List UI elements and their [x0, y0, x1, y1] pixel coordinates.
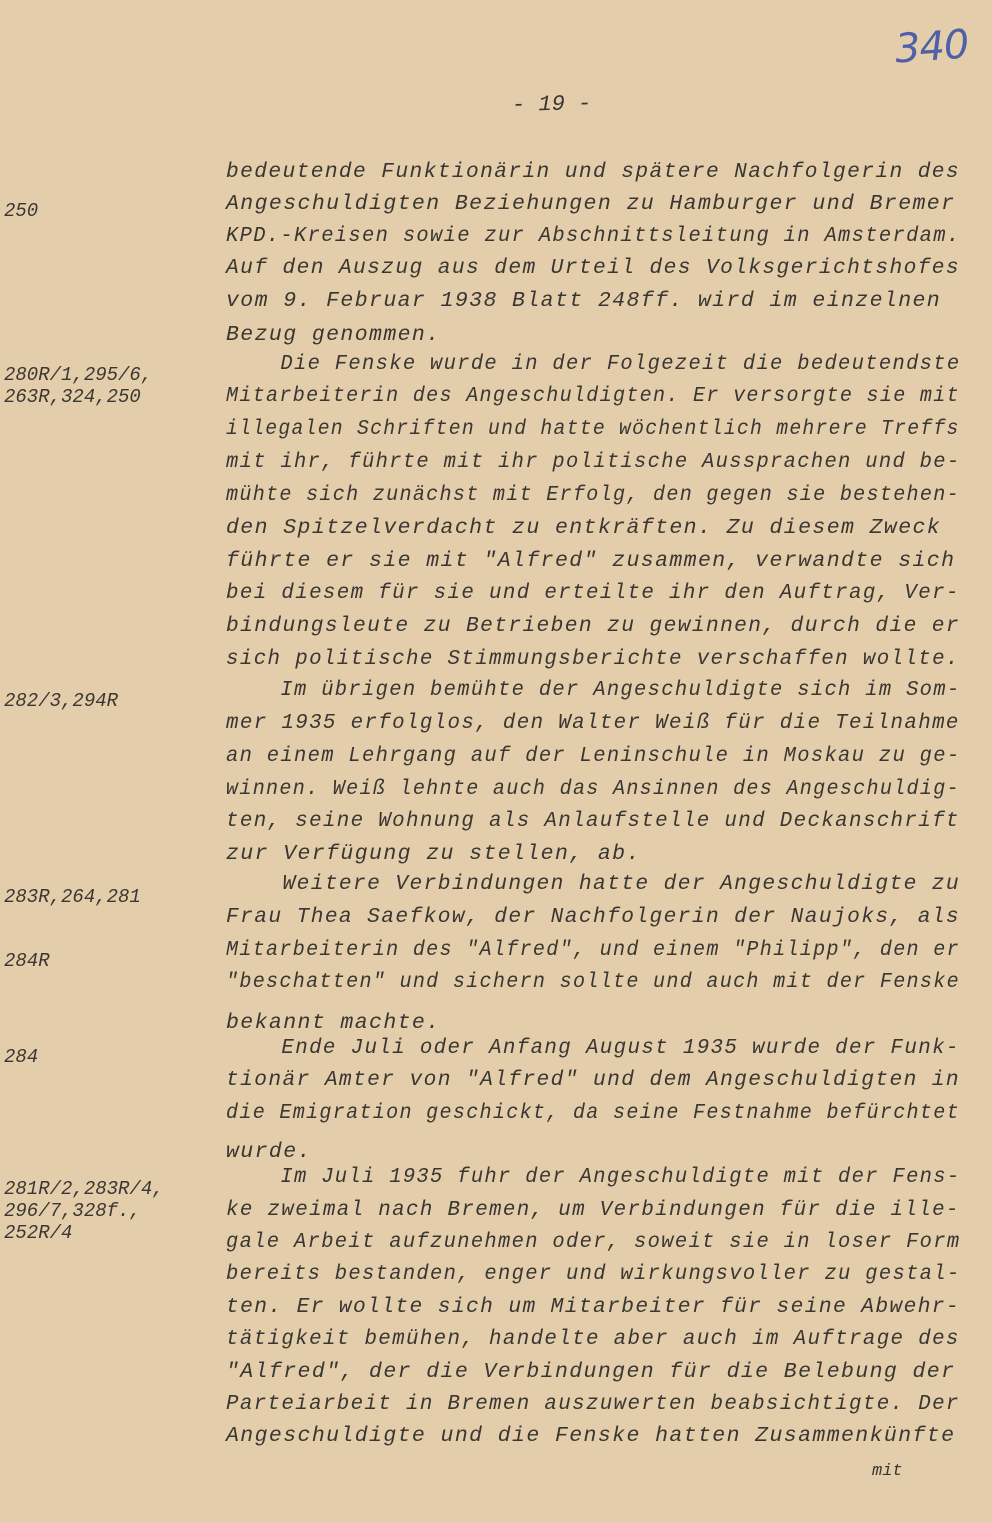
text-line: bedeutende Funktionärin und spätere Nachfolgerin des: [226, 160, 961, 184]
margin-note: 280R/1,295/6, 263R,324,250: [4, 364, 153, 408]
text-line: winnen. Weiß lehnte auch das Ansinnen des Angeschuldig-: [226, 777, 960, 801]
margin-note: 284: [4, 1046, 39, 1068]
continuation-word: mit: [872, 1462, 903, 1481]
margin-note: 282/3,294R: [4, 690, 119, 712]
text-line: Bezug genommen.: [226, 323, 441, 347]
archive-page-number: 340: [893, 21, 970, 73]
text-line: KPD.-Kreisen sowie zur Abschnittsleitung in Amsterdam.: [226, 224, 961, 248]
text-line: Weitere Verbindungen hatte der Angeschuldigte zu: [226, 872, 961, 896]
text-line: tätigkeit bemühen, handelte aber auch im Auftrage des: [226, 1327, 960, 1351]
text-line: an einem Lehrgang auf der Leninschule in Moskau zu ge-: [226, 744, 961, 768]
text-line: ke zweimal nach Bremen, um Verbindungen für die ille-: [226, 1198, 960, 1222]
text-line: zur Verfügung zu stellen, ab.: [226, 842, 641, 866]
text-line: führte er sie mit "Alfred" zusammen, verwandte sich: [226, 549, 956, 573]
text-line: bereits bestanden, enger und wirkungsvoller zu gestal-: [226, 1262, 961, 1286]
text-line: Mitarbeiterin des Angeschuldigten. Er versorgte sie mit: [226, 384, 960, 408]
text-line: vom 9. Februar 1938 Blatt 248ff. wird im einzelnen: [226, 289, 942, 313]
text-line: Ende Juli oder Anfang August 1935 wurde der Funk-: [226, 1036, 960, 1060]
text-line: mer 1935 erfolglos, den Walter Weiß für die Teilnahme: [226, 711, 960, 735]
text-line: illegalen Schriften und hatte wöchentlich mehrere Treffs: [226, 417, 960, 441]
text-line: bekannt machte.: [226, 1011, 441, 1035]
text-line: bei diesem für sie und erteilte ihr den Auftrag, Ver-: [226, 581, 960, 605]
text-line: "Alfred", der die Verbindungen für die Belebung der: [226, 1360, 956, 1384]
margin-note: 281R/2,283R/4, 296/7,328f., 252R/4: [4, 1178, 164, 1244]
text-line: Die Fenske wurde in der Folgezeit die bedeutendste: [226, 352, 961, 376]
margin-note: 250: [4, 200, 39, 222]
margin-note: 283R,264,281: [4, 886, 141, 908]
text-line: Angeschuldigte und die Fenske hatten Zusammenkünfte: [226, 1424, 956, 1448]
text-line: "beschatten" und sichern sollte und auch mit der Fenske: [226, 970, 960, 994]
text-line: ten. Er wollte sich um Mitarbeiter für seine Abwehr-: [226, 1295, 961, 1319]
text-line: ten, seine Wohnung als Anlaufstelle und Deckanschrift: [226, 809, 960, 833]
text-line: Angeschuldigten Beziehungen zu Hamburger und Bremer: [226, 192, 956, 216]
text-line: Im Juli 1935 fuhr der Angeschuldigte mit der Fens-: [226, 1165, 961, 1189]
text-line: Parteiarbeit in Bremen auszuwerten beabsichtigte. Der: [226, 1392, 960, 1416]
text-line: tionär Amter von "Alfred" und dem Angeschuldigten in: [226, 1068, 961, 1092]
text-line: Auf den Auszug aus dem Urteil des Volksgerichtshofes: [226, 256, 961, 280]
text-line: mit ihr, führte mit ihr politische Aussprachen und be-: [226, 450, 961, 474]
folio-number: - 19 -: [511, 91, 592, 118]
text-line: mühte sich zunächst mit Erfolg, den gegen sie bestehen-: [226, 483, 960, 507]
text-line: wurde.: [226, 1140, 312, 1164]
text-line: Im übrigen bemühte der Angeschuldigte sich im Som-: [226, 678, 961, 702]
text-line: Frau Thea Saefkow, der Nachfolgerin der Naujoks, als: [226, 905, 961, 929]
text-line: sich politische Stimmungsberichte verschaffen wollte.: [226, 647, 960, 671]
text-line: den Spitzelverdacht zu entkräften. Zu diesem Zweck: [226, 516, 942, 540]
margin-note: 284R: [4, 950, 50, 972]
text-line: bindungsleute zu Betrieben zu gewinnen, durch die er: [226, 614, 961, 638]
text-line: die Emigration geschickt, da seine Festnahme befürchtet: [226, 1101, 960, 1125]
text-line: gale Arbeit aufzunehmen oder, soweit sie in loser Form: [226, 1230, 961, 1254]
text-line: Mitarbeiterin des "Alfred", und einem "Philipp", den er: [226, 938, 960, 962]
